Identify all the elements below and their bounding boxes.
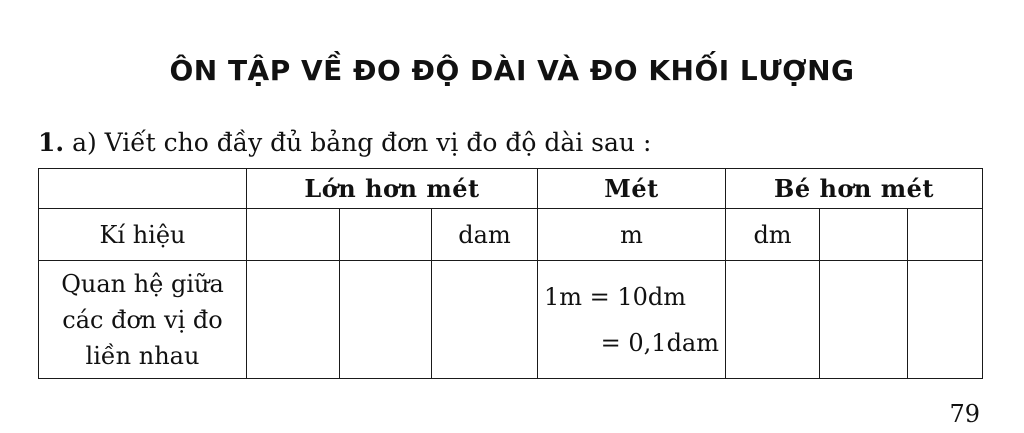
symbol-cell	[247, 209, 340, 261]
symbol-cell-dm: dm	[726, 209, 820, 261]
symbol-row	[39, 209, 983, 261]
exercise-prompt	[38, 128, 651, 157]
relation-cell	[820, 261, 908, 379]
page-title: ÔN TẬP VỀ ĐO ĐỘ DÀI VÀ ĐO KHỐI LƯỢNG	[169, 54, 855, 87]
header-smaller-than-meter: Bé hơn mét	[726, 169, 983, 209]
relation-row	[39, 261, 983, 379]
symbol-cell	[820, 209, 908, 261]
relation-cell	[908, 261, 983, 379]
symbol-cell-dam: dam	[432, 209, 538, 261]
relation-cell	[726, 261, 820, 379]
empty-corner-cell	[39, 169, 247, 209]
relation-row-label	[39, 261, 247, 379]
relation-label-line: liền nhau	[85, 341, 200, 370]
table-header-row	[39, 169, 983, 209]
relation-meter-line: = 0,1dam	[600, 328, 719, 357]
exercise-number: 1.	[38, 128, 65, 157]
relation-meter-line: 1m = 10dm	[544, 282, 687, 311]
symbol-cell	[908, 209, 983, 261]
relation-cell	[247, 261, 340, 379]
relation-cell	[340, 261, 432, 379]
length-units-table	[38, 168, 983, 379]
page-number: 79	[949, 400, 980, 428]
symbol-row-label: Kí hiệu	[39, 209, 247, 261]
relation-cell-meter	[538, 261, 726, 379]
exercise-text: a) Viết cho đầy đủ bảng đơn vị đo độ dài sau :	[72, 128, 652, 157]
header-larger-than-meter: Lớn hơn mét	[247, 169, 538, 209]
relation-cell	[432, 261, 538, 379]
symbol-cell-m: m	[538, 209, 726, 261]
relation-label-line: Quan hệ giữa	[61, 269, 224, 298]
header-meter: Mét	[538, 169, 726, 209]
relation-label-line: các đơn vị đo	[62, 305, 223, 334]
symbol-cell	[340, 209, 432, 261]
